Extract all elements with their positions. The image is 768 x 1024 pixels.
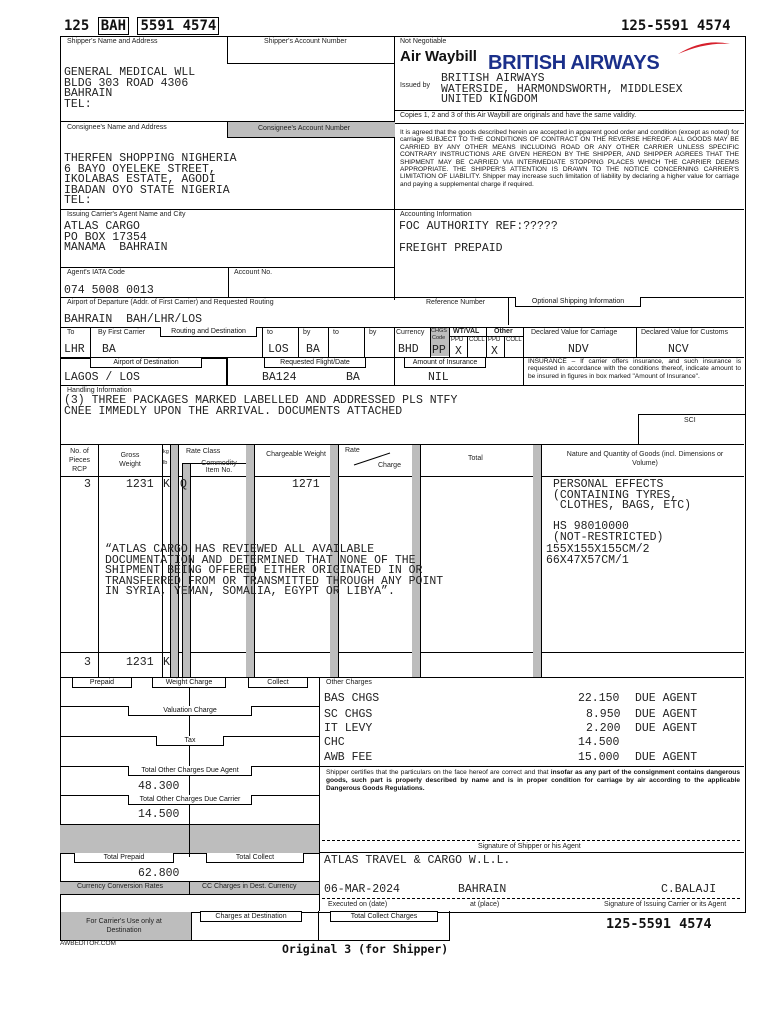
- awb-serial: 5591 4574: [137, 17, 219, 35]
- carrier-use-label-overlay: For Carrier's Use only at Destination: [86, 918, 162, 934]
- kg-label: kg: [163, 449, 169, 455]
- by2-label: by: [303, 329, 311, 336]
- other-charge-party: DUE AGENT: [635, 751, 698, 764]
- shipper-address: GENERAL MEDICAL WLL BLDG 303 ROAD 4306 BAHRAIN TEL:: [64, 66, 196, 111]
- chgs-label: CHGS: [431, 328, 447, 334]
- conversion-rates-label: Currency Conversion Rates: [77, 883, 163, 890]
- awb-number-bottom: 125-5591 4574: [606, 916, 712, 932]
- commodity-label: Commodity Item No.: [201, 460, 237, 474]
- declared-carriage-label: Declared Value for Carriage: [531, 329, 618, 336]
- dest-airport-value: LAGOS / LOS: [64, 371, 140, 384]
- accounting-line2: FREIGHT PREPAID: [399, 242, 503, 255]
- to3-label: to: [333, 329, 339, 336]
- sci-label: SCI: [684, 417, 696, 424]
- copies-note: Copies 1, 2 and 3 of this Air Waybill are originals and have the same validity.: [400, 112, 637, 119]
- cc-charges-label: CC Charges in Dest. Currency: [202, 883, 297, 890]
- other-charge-amount: 15.000: [578, 751, 620, 764]
- total-pieces-value: 3: [84, 656, 91, 669]
- dest-airport-tab: Airport of Destination: [90, 358, 202, 368]
- shipper-account-label: Shipper's Account Number: [264, 38, 347, 45]
- rate-label: Rate: [345, 447, 360, 454]
- flight-date-tab: Requested Flight/Date: [264, 358, 366, 368]
- total-unit-value: K: [163, 656, 170, 669]
- other-charge-amount: 14.500: [578, 736, 620, 749]
- accounting-line1: FOC AUTHORITY REF:?????: [399, 220, 558, 233]
- executed-on-label: Executed on (date): [328, 901, 388, 908]
- other-charge-party: DUE AGENT: [635, 722, 698, 735]
- shipper-signature: ATLAS TRAVEL & CARGO W.L.L.: [324, 854, 511, 867]
- executed-date: 06-MAR-2024: [324, 883, 400, 896]
- at-place-label: at (place): [470, 901, 500, 908]
- other-ppd-label: PPD: [488, 337, 501, 343]
- compliance-statement: “ATLAS CARGO HAS REVIEWED ALL AVAILABLE DOCUMENTATION AND DETERMINED THAT NONE OF THE SHIPMENT BEING OFFERED EITHER ORIGINATED IN OR TRANSFERRED FROM OR TRANSMITTED THROUGH ANY POINT IN SYRIA, YEMAN, SOMALIA, EGYPT OR LIBYA”.: [105, 543, 444, 599]
- handling-label: Handling Information: [67, 387, 132, 394]
- currency-label: Currency: [396, 329, 425, 336]
- departure-label: Airport of Departure (Addr. of First Carrier) and Requested Routing: [67, 299, 274, 306]
- prepaid-tab: Prepaid: [72, 678, 132, 688]
- other-charge-amount: 2.200: [586, 722, 621, 735]
- other-charge-row: SC CHGS: [324, 708, 373, 721]
- by3-label: by: [369, 329, 377, 336]
- due-agent-value: 48.300: [138, 780, 180, 793]
- weight-charge-tab: Weight Charge: [152, 678, 226, 688]
- copy-label: Original 3 (for Shipper): [282, 942, 449, 956]
- chargeable-weight-label: Chargeable Weight: [266, 451, 326, 458]
- goods-dimensions: 155X155X155CM/2 66X47X57CM/1: [546, 543, 650, 567]
- other-label: Other: [494, 328, 513, 335]
- handling-info: (3) THREE PACKAGES MARKED LABELLED AND ADDRESSED PLS NTFY CNEE IMMEDLY UPON THE ARRIVAL. DOCUMENTS ATTACHED: [64, 394, 458, 418]
- to2-value: LOS: [268, 343, 289, 356]
- by2-value: BA: [306, 343, 320, 356]
- to2-label: to: [267, 329, 273, 336]
- total-prepaid-tab: Total Prepaid: [74, 853, 174, 863]
- not-negotiable: Not Negotiable: [400, 38, 447, 45]
- issued-by-label: Issued by: [400, 82, 430, 89]
- speedmarque-icon: [676, 38, 732, 60]
- insurance-note: INSURANCE – If carrier offers insurance, and such insurance is requested in accordance with the conditions thereof, indicate amount to be insured in figures in box marked "Amount of Insurance".: [528, 358, 741, 380]
- flight2-value: BA: [346, 371, 360, 384]
- issuer-address: BRITISH AIRWAYS WATERSIDE, HARMONDSWORTH, MIDDLESEX UNITED KINGDOM: [441, 72, 683, 107]
- insurance-amount-value: NIL: [428, 371, 449, 384]
- shipper-signature-label: Signature of Shipper or his Agent: [478, 843, 581, 850]
- other-charge-party: DUE AGENT: [635, 708, 698, 721]
- consignee-address: THERFEN SHOPPING NIGHERIA 6 BAYO OYELEKE STREET, IKOLABAS ESTATE, AGODI IBADAN OYO STATE NIGERIA TEL:: [64, 152, 237, 208]
- agent-iata-label: Agent's IATA Code: [67, 269, 125, 276]
- other-charge-row: IT LEVY: [324, 722, 373, 735]
- rate-class-value: Q: [180, 478, 187, 491]
- valuation-charge-tab: Valuation Charge: [128, 706, 252, 716]
- consignee-label: Consignee's Name and Address: [67, 124, 167, 131]
- due-agent-tab: Total Other Charges Due Agent: [128, 766, 252, 776]
- flight1-value: BA124: [262, 371, 297, 384]
- chgs-code-value: PP: [432, 344, 446, 357]
- software-label: AWBEDITOR.COM: [60, 940, 116, 947]
- other-charges-label: Other Charges: [326, 679, 372, 686]
- chargeable-weight-value: 1271: [292, 478, 320, 491]
- awb-prefix: 125: [64, 18, 90, 34]
- other-charge-row: CHC: [324, 736, 345, 749]
- to1-value: LHR: [64, 343, 85, 356]
- other-charge-amount: 22.150: [578, 692, 620, 705]
- other-charge-party: DUE AGENT: [635, 692, 698, 705]
- other-coll-label: COLL: [506, 337, 522, 343]
- consignee-account-label: Consignee's Account Number: [258, 125, 350, 132]
- air-waybill-title: Air Waybill: [400, 48, 477, 65]
- pieces-value: 3: [84, 478, 91, 491]
- british-airways-logo: BRITISH AIRWAYS: [488, 52, 660, 74]
- wt-ppd-label: PPD: [451, 337, 464, 343]
- to-label: To: [67, 329, 75, 336]
- nature-goods-label: Nature and Quantity of Goods (incl. Dimensions or Volume): [566, 451, 724, 467]
- awb-number-top-left: [64, 18, 219, 34]
- declared-carriage-value: NDV: [568, 343, 589, 356]
- executed-place: BAHRAIN: [458, 883, 507, 896]
- wtval-label: WT/VAL: [453, 328, 480, 335]
- total-collect-tab: Total Collect: [206, 853, 304, 863]
- conditions-text: It is agreed that the goods described herein are accepted in apparent good order and condition (except as noted) for carriage SUBJECT TO THE CONDITIONS OF CONTRACT ON THE REVERSE HEREOF. ALL GOODS MAY BE CARRIED BY ANY OTHER MEANS INCLUDING ROAD OR ANY OTHER CARRIER UNLESS SPECIFIC CONTRARY INSTRUCTIONS ARE GIVEN HEREON BY THE SHIPPER, AND SHIPPER AGREES THAT THE SHIPMENT MAY BE CARRIED VIA INTERMEDIATE STOPPING PLACES WHICH THE CARRIER DEEMS APPROPRIATE. THE SHIPPER'S ATTENTION IS DRAWN TO THE NOTICE CONCERNING CARRIER'S LIMITATION OF LIABILITY. Shipper may increase such limitation of liability by declaring a higher value for carriage and paying a supplemental charge if required.: [400, 129, 739, 188]
- other-charge-row: AWB FEE: [324, 751, 373, 764]
- due-carrier-tab: Total Other Charges Due Carrier: [128, 795, 252, 805]
- shipper-label: Shipper's Name and Address: [67, 38, 158, 45]
- collect-tab: Collect: [248, 678, 308, 688]
- departure-value: BAHRAIN BAH/LHR/LOS: [64, 313, 203, 326]
- agent-label: Issuing Carrier's Agent Name and City: [67, 211, 186, 218]
- charge-label: Charge: [378, 462, 401, 469]
- weight-unit-value: K: [163, 478, 170, 491]
- charges-dest-tab: Charges at Destination: [200, 911, 302, 922]
- total-gross-value: 1231: [126, 656, 154, 669]
- other-coll-value: X: [491, 345, 498, 358]
- other-charge-amount: 8.950: [586, 708, 621, 721]
- shipper-certification: Shipper certifies that the particulars on the face hereof are correct and that insofar as any part of the consignment contains dangerous goods, such part is properly described by name and is in proper condition for carriage by air according to the applicable Dangerous Goods Regulations.: [326, 769, 740, 792]
- lb-label: lb: [163, 460, 168, 466]
- wt-coll-label: COLL: [469, 337, 485, 343]
- accounting-label: Accounting Information: [400, 211, 472, 218]
- awb-number-top-right: 125-5591 4574: [621, 18, 731, 34]
- by1-value: BA: [102, 343, 116, 356]
- code-label: Code: [432, 335, 446, 341]
- tax-tab: Tax: [156, 736, 224, 746]
- routing-destination-tab: Routing and Destination: [160, 327, 257, 337]
- declared-customs-value: NCV: [668, 343, 689, 356]
- reference-label: Reference Number: [426, 299, 486, 306]
- by-first-carrier-label: By First Carrier: [98, 329, 146, 336]
- gross-weight-value: 1231: [126, 478, 154, 491]
- agent-account-label: Account No.: [234, 269, 273, 276]
- total-label: Total: [468, 455, 483, 462]
- gross-weight-label: Gross Weight: [119, 452, 141, 468]
- agent-iata-code: 074 5008 0013: [64, 284, 154, 297]
- currency-value: BHD: [398, 343, 419, 356]
- total-prepaid-value: 62.800: [138, 867, 180, 880]
- carrier-signature-label: Signature of Issuing Carrier or its Agent: [604, 901, 727, 908]
- optional-shipping-tab: Optional Shipping Information: [515, 297, 641, 307]
- agent-address: ATLAS CARGO PO BOX 17354 MANAMA BAHRAIN: [64, 220, 168, 255]
- carrier-signature: C.BALAJI: [661, 883, 717, 896]
- wt-ppd-value: X: [455, 345, 462, 358]
- total-collect-charges-tab: Total Collect Charges: [330, 911, 438, 922]
- goods-description: PERSONAL EFFECTS (CONTAINING TYRES, CLOTHES, BAGS, ETC) HS 98010000 (NOT-RESTRICTED): [553, 478, 692, 544]
- pieces-label: No. of Pieces RCP: [68, 448, 90, 473]
- rate-class-label: Rate Class: [186, 448, 221, 455]
- declared-customs-label: Declared Value for Customs: [641, 329, 729, 336]
- other-charge-row: BAS CHGS: [324, 692, 380, 705]
- awb-origin: BAH: [98, 17, 129, 35]
- due-carrier-value: 14.500: [138, 808, 180, 821]
- insurance-amount-tab: Amount of Insurance: [404, 358, 486, 368]
